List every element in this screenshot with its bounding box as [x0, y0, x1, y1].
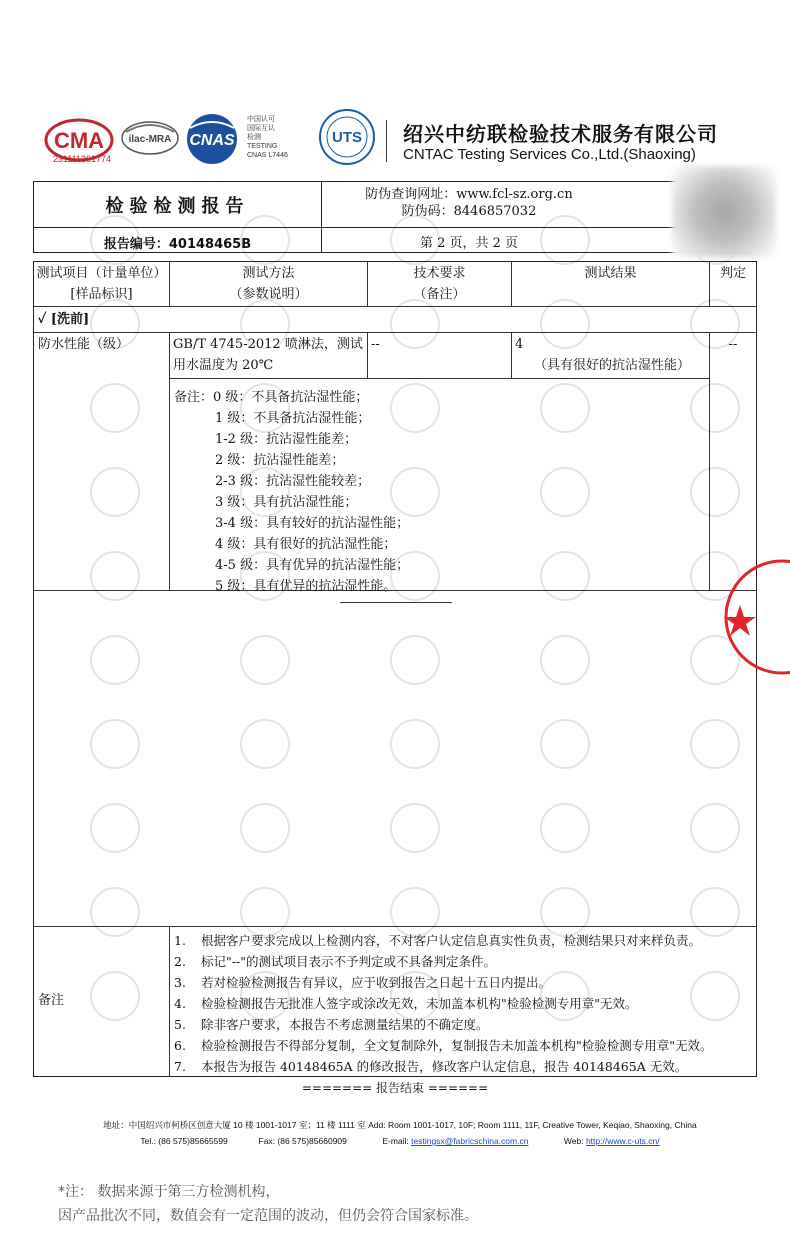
requirement-value: -- — [371, 337, 380, 352]
remark-item: 1. 根据客户要求完成以上检测内容，不对客户认定信息真实性负责，检测结果只对来样负责。 — [174, 933, 702, 948]
footer-contact — [0, 1117, 790, 1149]
header-result: 测试结果 — [584, 266, 637, 281]
test-results-table — [33, 261, 757, 1077]
report-end-mark: ======= 报告结束 ====== — [301, 1081, 489, 1095]
test-method: GB/T 4745-2012 喷淋法，测试 用水温度为 20℃ — [173, 337, 363, 373]
remark-item: 3. 若对检验检测报告有异议，应于收到报告之日起十五日内提出。 — [174, 975, 552, 990]
remarks-list — [174, 930, 713, 1077]
cnas-accreditation-text: 中国认可 国际互认 检测 TESTING CNAS L7446 — [247, 116, 288, 159]
data-row-border — [169, 378, 709, 379]
verify-code: 防伪码：8446857032 — [401, 204, 537, 219]
footer-fax: Fax: (86 575)85660909 — [258, 1136, 347, 1146]
grade-notes: 备注：0 级：不具备抗沾湿性能； 1 级：不具备抗沾湿性能； 1-2 级：抗沾湿性能差； 2 级：抗沾湿性能差； 2-3 级：抗沾湿性能较差； 3 级：具有抗沾湿性能； 3-4 级：具有较好的抗沾湿性能； 4 级：具有很好的抗沾湿性能； 4-5 级：具有优异的抗沾湿性能； 5 级：具有优异的抗沾湿性能。 — [174, 390, 410, 594]
page-number: 第 2 页，共 2 页 — [419, 236, 519, 251]
header-judgement: 判定 — [719, 266, 746, 281]
footer-email-link[interactable]: testingsx@fabricschina.com.cn — [411, 1136, 529, 1146]
footer-tel: Tel.: (86 575)85665599 — [140, 1136, 228, 1146]
test-item: 防水性能（级） — [38, 337, 130, 352]
blurred-qr-code — [672, 166, 776, 258]
judgement-value: -- — [728, 337, 738, 352]
col-line-1b — [169, 332, 170, 590]
remark-item: 7. 本报告为报告 40148465A 的修改报告，修改客户认定信息，报告 40148465A 无效。 — [174, 1059, 688, 1074]
disclaimer-line-2: 因产品批次不同，数值会有一定范围的波动，但仍会符合国家标准。 — [58, 1208, 478, 1224]
header-item: 测试项目（计量单位） [样品标识] — [36, 266, 167, 302]
cnas-logo-icon — [178, 112, 246, 166]
uts-logo-icon — [318, 108, 376, 166]
header-method: 测试方法 （参数说明） — [229, 266, 308, 302]
section-row-border — [34, 332, 756, 333]
header-divider — [386, 120, 387, 162]
header-row-border — [34, 306, 756, 307]
header-requirement: 技术要求 （备注） — [413, 266, 466, 302]
section-label: ✓ [洗前] — [38, 312, 90, 327]
remark-item: 4. 检验检测报告无批准人签字或涂改无效，未加盖本机构"检验检测专用章"无效。 — [174, 996, 638, 1011]
svg-text:CMA: CMA — [53, 128, 105, 153]
test-result: 4 （具有很好的抗沾湿性能） — [515, 337, 690, 373]
report-info-box — [33, 181, 753, 253]
blank-area-line — [340, 602, 452, 603]
company-name-cn: 绍兴中纺联检验技术服务有限公司 — [403, 122, 718, 146]
official-seal-icon — [722, 557, 790, 677]
report-title: 检验检测报告 — [105, 196, 250, 217]
report-number: 报告编号：40148465B — [103, 237, 252, 252]
remark-item: 6. 检验检测报告不得部分复制，全文复制除外，复制报告未加盖本机构"检验检测专用章"无效。 — [174, 1038, 713, 1053]
footer-address: 地址：中国绍兴市柯桥区创意大厦 10 楼 1001-1017 室；11 楼 1111 室 Add: Room 1001-1017, 10F; Room 1111, 11F, Creative Tower, Keqiao, Shaoxing, China — [103, 1120, 697, 1130]
col-line-4b — [709, 332, 710, 590]
svg-text:UTS: UTS — [332, 129, 362, 146]
company-name-en: CNTAC Testing Services Co.,Ltd.(Shaoxing) — [403, 146, 696, 163]
blank-area-border — [34, 926, 756, 927]
verify-url: 防伪查询网址：www.fcl-sz.org.cn — [365, 187, 573, 202]
remarks-label: 备注 — [38, 993, 65, 1008]
footer-web-link[interactable]: http://www.c-uts.cn/ — [585, 1136, 660, 1146]
info-divider — [321, 182, 322, 252]
col-line-1c — [169, 926, 170, 1076]
remark-item: 2. 标记"--"的测试项目表示不予判定或不具备判定条件。 — [174, 954, 496, 969]
cma-number: 231111261774 — [52, 154, 112, 164]
ilac-mra-logo-icon — [120, 118, 180, 158]
verification-info — [324, 186, 614, 220]
svg-text:ilac-MRA: ilac-MRA — [128, 134, 172, 145]
disclaimer — [58, 1180, 478, 1228]
disclaimer-line-1: *注： 数据来源于第三方检测机构， — [58, 1184, 280, 1200]
col-line-3b — [511, 332, 512, 378]
footer-contact-line: Tel.: (86 575)85665599 Fax: (86 575)85660909 E-mail: testingsx@fabricschina.com.cn Web: http://www.c-uts.cn/ — [140, 1136, 660, 1146]
svg-text:CNAS: CNAS — [189, 132, 235, 149]
remark-item: 5. 除非客户要求，本报告不考虑测量结果的不确定度。 — [174, 1017, 489, 1032]
